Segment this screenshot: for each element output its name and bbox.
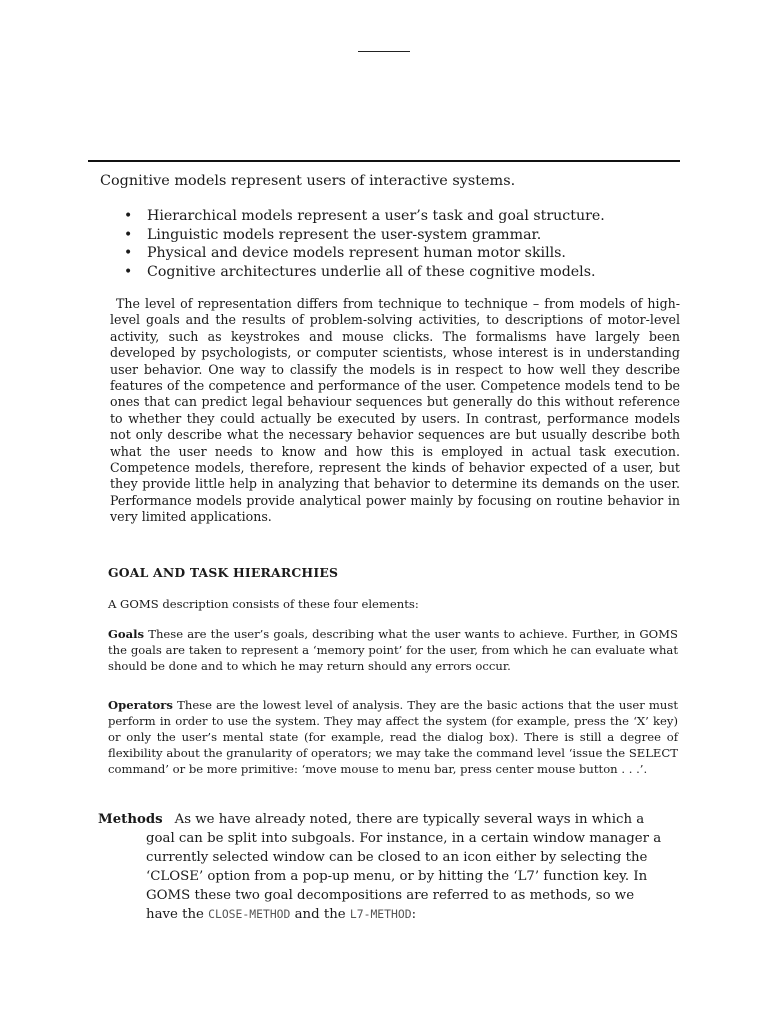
top-mark [358, 51, 410, 52]
list-item: • Linguistic models represent the user-system grammar. [124, 226, 542, 243]
methods-mid: and the [290, 907, 350, 922]
methods-end: : [411, 907, 417, 922]
intro-text: Cognitive models represent users of interactive systems. [100, 173, 516, 189]
bullet-icon: • [124, 263, 133, 280]
l7-method-code: L7-METHOD [349, 907, 412, 921]
list-item: • Hierarchical models represent a user’s task and goal structure. [124, 208, 605, 224]
bullet-icon: • [124, 208, 133, 224]
model-bullet-list [100, 207, 680, 281]
close-method-code: CLOSE-METHOD [208, 907, 291, 921]
section-heading: GOAL AND TASK HIERARCHIES [108, 565, 339, 580]
methods-term: Methods [98, 812, 163, 827]
representation-paragraph: The level of representation differs from technique to technique – from models of high-level goals and the results of problem-solving activities, to descriptions of motor-level activity, such as keystrokes and mouse clicks. The formalisms have largely been developed by psychologists, or computer scientists, whose interest is in understanding user behavior. One way to classify the models is in respect to how well they describe features of the competence and performance of the user. Competence models tend to be ones that can predict legal behaviour sequences but generally do this without reference to whether they could actually be executed by users. In contrast, performance models not only describe what the necessary behavior sequences are but usually describe both what the user needs to know and how this is employed in actual task execution. Competence models, therefore, represent the kinds of behavior expected of a user, but they provide little help in analyzing that behavior to determine its demands on the user. Performance models provide analytical power mainly by focusing on routine behavior in very limited applications. [110, 296, 680, 525]
goms-lead-text: A GOMS description consists of these four elements: [108, 597, 419, 611]
methods-text: As we have already noted, there are typically several ways in which a goal can be split into subgoals. For instance, in a certain window manager a currently selected window can be closed to an icon either by selecting the ‘CLOSE’ option from a pop-up menu, or by hitting the ‘L7’ function key. In GOMS these two goal decompositions are referred to as methods, so we have the [146, 812, 662, 922]
goals-text: These are the user’s goals, describing what the user wants to achieve. Further, in GOMS the goals are taken to represent a ‘memory point’ for the user, from which he can evaluate what should be done and to which he may return should any errors occur. [108, 627, 678, 673]
list-item: • Cognitive architectures underlie all of these cognitive models. [124, 263, 596, 280]
operators-term: Operators [108, 698, 173, 712]
operators-definition [108, 697, 678, 777]
goals-term: Goals [108, 627, 145, 641]
horizontal-rule [88, 160, 680, 162]
goals-definition [108, 626, 678, 674]
list-item: • Physical and device models represent human motor skills. [124, 245, 566, 261]
operators-text: These are the lowest level of analysis. They are the basic actions that the user must perform in order to use the system. They may affect the system (for example, press the ‘X’ key) or only the user’s mental state (for example, read the dialog box). There is still a degree of flexibility about the granularity of operators; we may take the command level ‘issue the SELECT command’ or be more primitive: ‘move mouse to menu bar, press center mouse button . . .’. [108, 698, 678, 776]
bullet-icon: • [124, 245, 133, 261]
bullet-icon: • [124, 226, 133, 243]
methods-definition [98, 810, 668, 924]
